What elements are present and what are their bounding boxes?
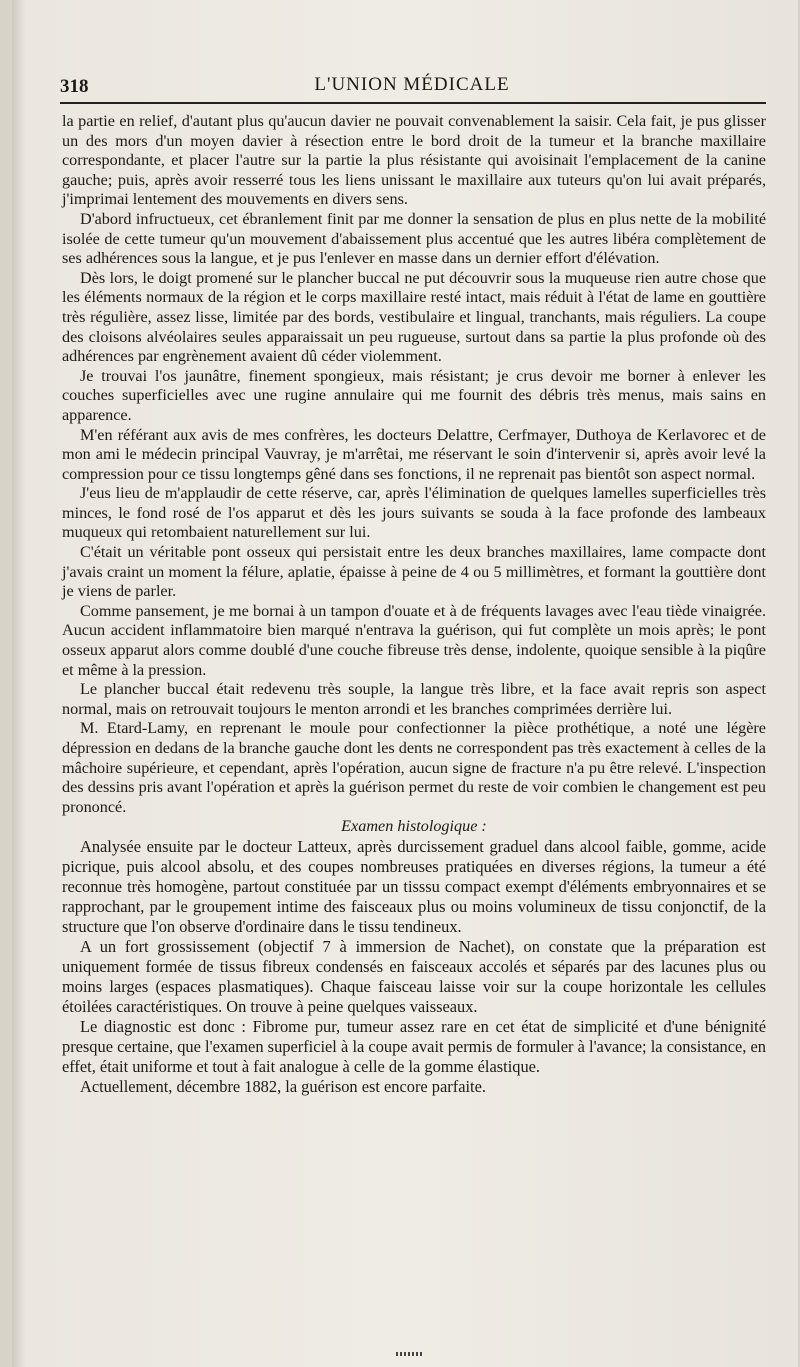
paragraph: M'en référant aux avis de mes confrères, les docteurs Delattre, Cerfmayer, Duthoya de Kerlavorec et de mon ami le médecin principal Vauvray, je m'arrêtai, me réservant le soin d'intervenir si, après avoir levé la compression pour ce tissu longtemps gêné dans ses fonctions, il ne reprenait pas bientôt son aspect normal. — [62, 425, 766, 483]
header-rule — [60, 102, 766, 104]
histology-section — [62, 837, 766, 1097]
paragraph: M. Etard-Lamy, en reprenant le moule pour confectionner la pièce prothétique, a noté une légère dépression en dedans de la branche gauche dont les dents ne correspondent pas très exactement à celles de la mâchoire supérieure, et cependant, après l'opération, aucun signe de fracture n'a pu être relevé. L'inspection des dessins pris avant l'opération et après la guérison permet du reste de voir combien le changement est peu prononcé. — [62, 719, 766, 816]
paragraph: Le diagnostic est donc : Fibrome pur, tumeur assez rare en cet état de simplicité et d'une bénignité presque certaine, que l'examen superficiel à la coupe avait permis de formuler à l'avance; la consistance, en effet, était uniforme et tout à fait analogue à celle de la gomme élastique. — [62, 1016, 766, 1076]
running-title: L'UNION MÉDICALE — [314, 74, 510, 95]
article-body — [62, 112, 766, 1097]
paragraph: A un fort grossissement (objectif 7 à immersion de Nachet), on constate que la préparation est uniquement formée de tissus fibreux condensés en faisceaux accolés et séparés par des lacunes plus ou moins larges (espaces plasmatiques). Chaque faisceau laisse voir sur la coupe horizontale les cellules étoilées caractéristiques. On trouve à peine quelques vaisseaux. — [62, 936, 766, 1016]
section-title: Examen histologique : — [341, 817, 487, 836]
paragraph: J'eus lieu de m'applaudir de cette réserve, car, après l'élimination de quelques lamelles superficielles très minces, le fond rosé de l'os apparut et dès les jours suivants se souda à la face profonde des lambeaux muqueux qui retombaient naturellement sur lui. — [62, 484, 766, 542]
paragraph: C'était un véritable pont osseux qui persistait entre les deux branches maxillaires, lame compacte dont j'avais craint un moment la félure, aplatie, épaisse à peine de 4 ou 5 millimètres, et formant la gouttière dont je viens de parler. — [62, 543, 766, 601]
paragraph: Comme pansement, je me bornai à un tampon d'ouate et à de fréquents lavages avec l'eau tiède vinaigrée. Aucun accident inflammatoire bien marqué n'entrava la guérison, qui fut complète un mois après; le pont osseux apparut alors comme doublé d'une couche fibreuse très dense, indolente, quoique sensible à la piqûre et même à la pression. — [62, 601, 766, 679]
paragraph: Actuellement, décembre 1882, la guérison est encore parfaite. — [80, 1076, 486, 1096]
paragraph: la partie en relief, d'autant plus qu'aucun davier ne pouvait convenablement la saisir. Cela fait, je pus glisser un des mors d'un moyen davier à résection entre le bord droit de la tumeur et la branche maxillaire correspondante, et placer l'autre sur la partie la plus résistante qui avoisinait l'emplacement de la canine gauche; puis, après avoir resserré tous les liens unissant le maxillaire aux tuteurs qu'on lui avait préparés, j'imprimai lentement des mouvements en divers sens. — [62, 112, 766, 209]
paragraph: D'abord infructueux, cet ébranlement finit par me donner la sensation de plus en plus nette de la mobilité isolée de cette tumeur qu'un mouvement d'abaissement plus accentué que les autres libéra complètement de ses adhérences sous la langue, et je pus l'enlever en masse dans un dernier effort d'élévation. — [62, 209, 766, 268]
page-number: 318 — [60, 76, 89, 97]
page-header — [60, 72, 764, 100]
paragraph: Analysée ensuite par le docteur Latteux, après durcissement graduel dans alcool faible, gomme, acide picrique, puis alcool absolu, et des coupes nombreuses pratiquées en diverses régions, la tumeur a été reconnue très homogène, partout constituée par un tisssu compact exempt d'éléments embryonnaires et se rapprochant, par le groupement intime des faisceaux plus ou moins volumineux de tissu conjonctif, de la structure que l'on observe d'ordinaire dans le tissu tendineux. — [62, 836, 766, 936]
document-page — [12, 0, 798, 1367]
paragraph: Je trouvai l'os jaunâtre, finement spongieux, mais résistant; je crus devoir me borner à enlever les couches superficielles avec une rugine annulaire qui me fournit des débris très menus, mais sains en apparence. — [62, 366, 766, 424]
paragraph: Dès lors, le doigt promené sur le plancher buccal ne put découvrir sous la muqueuse rien autre chose que les éléments normaux de la région et le corps maxillaire resté intact, mais réduit à l'état de lame en gouttière très régulière, assez lisse, limitée par des bords, vestibulaire et lingual, tranchants, mais réguliers. La coupe des cloisons alvéolaires seules apparaissait un peu rugueuse, surtout dans sa partie la plus profonde où des adhérences par engrènement avaient dû céder violemment. — [62, 268, 766, 366]
footer-ornament — [396, 1352, 422, 1356]
paragraph: Le plancher buccal était redevenu très souple, la langue très libre, et la face avait repris son aspect normal, mais on retrouvait toujours le menton arrondi et les branches comprimées derrière lui. — [62, 680, 766, 718]
